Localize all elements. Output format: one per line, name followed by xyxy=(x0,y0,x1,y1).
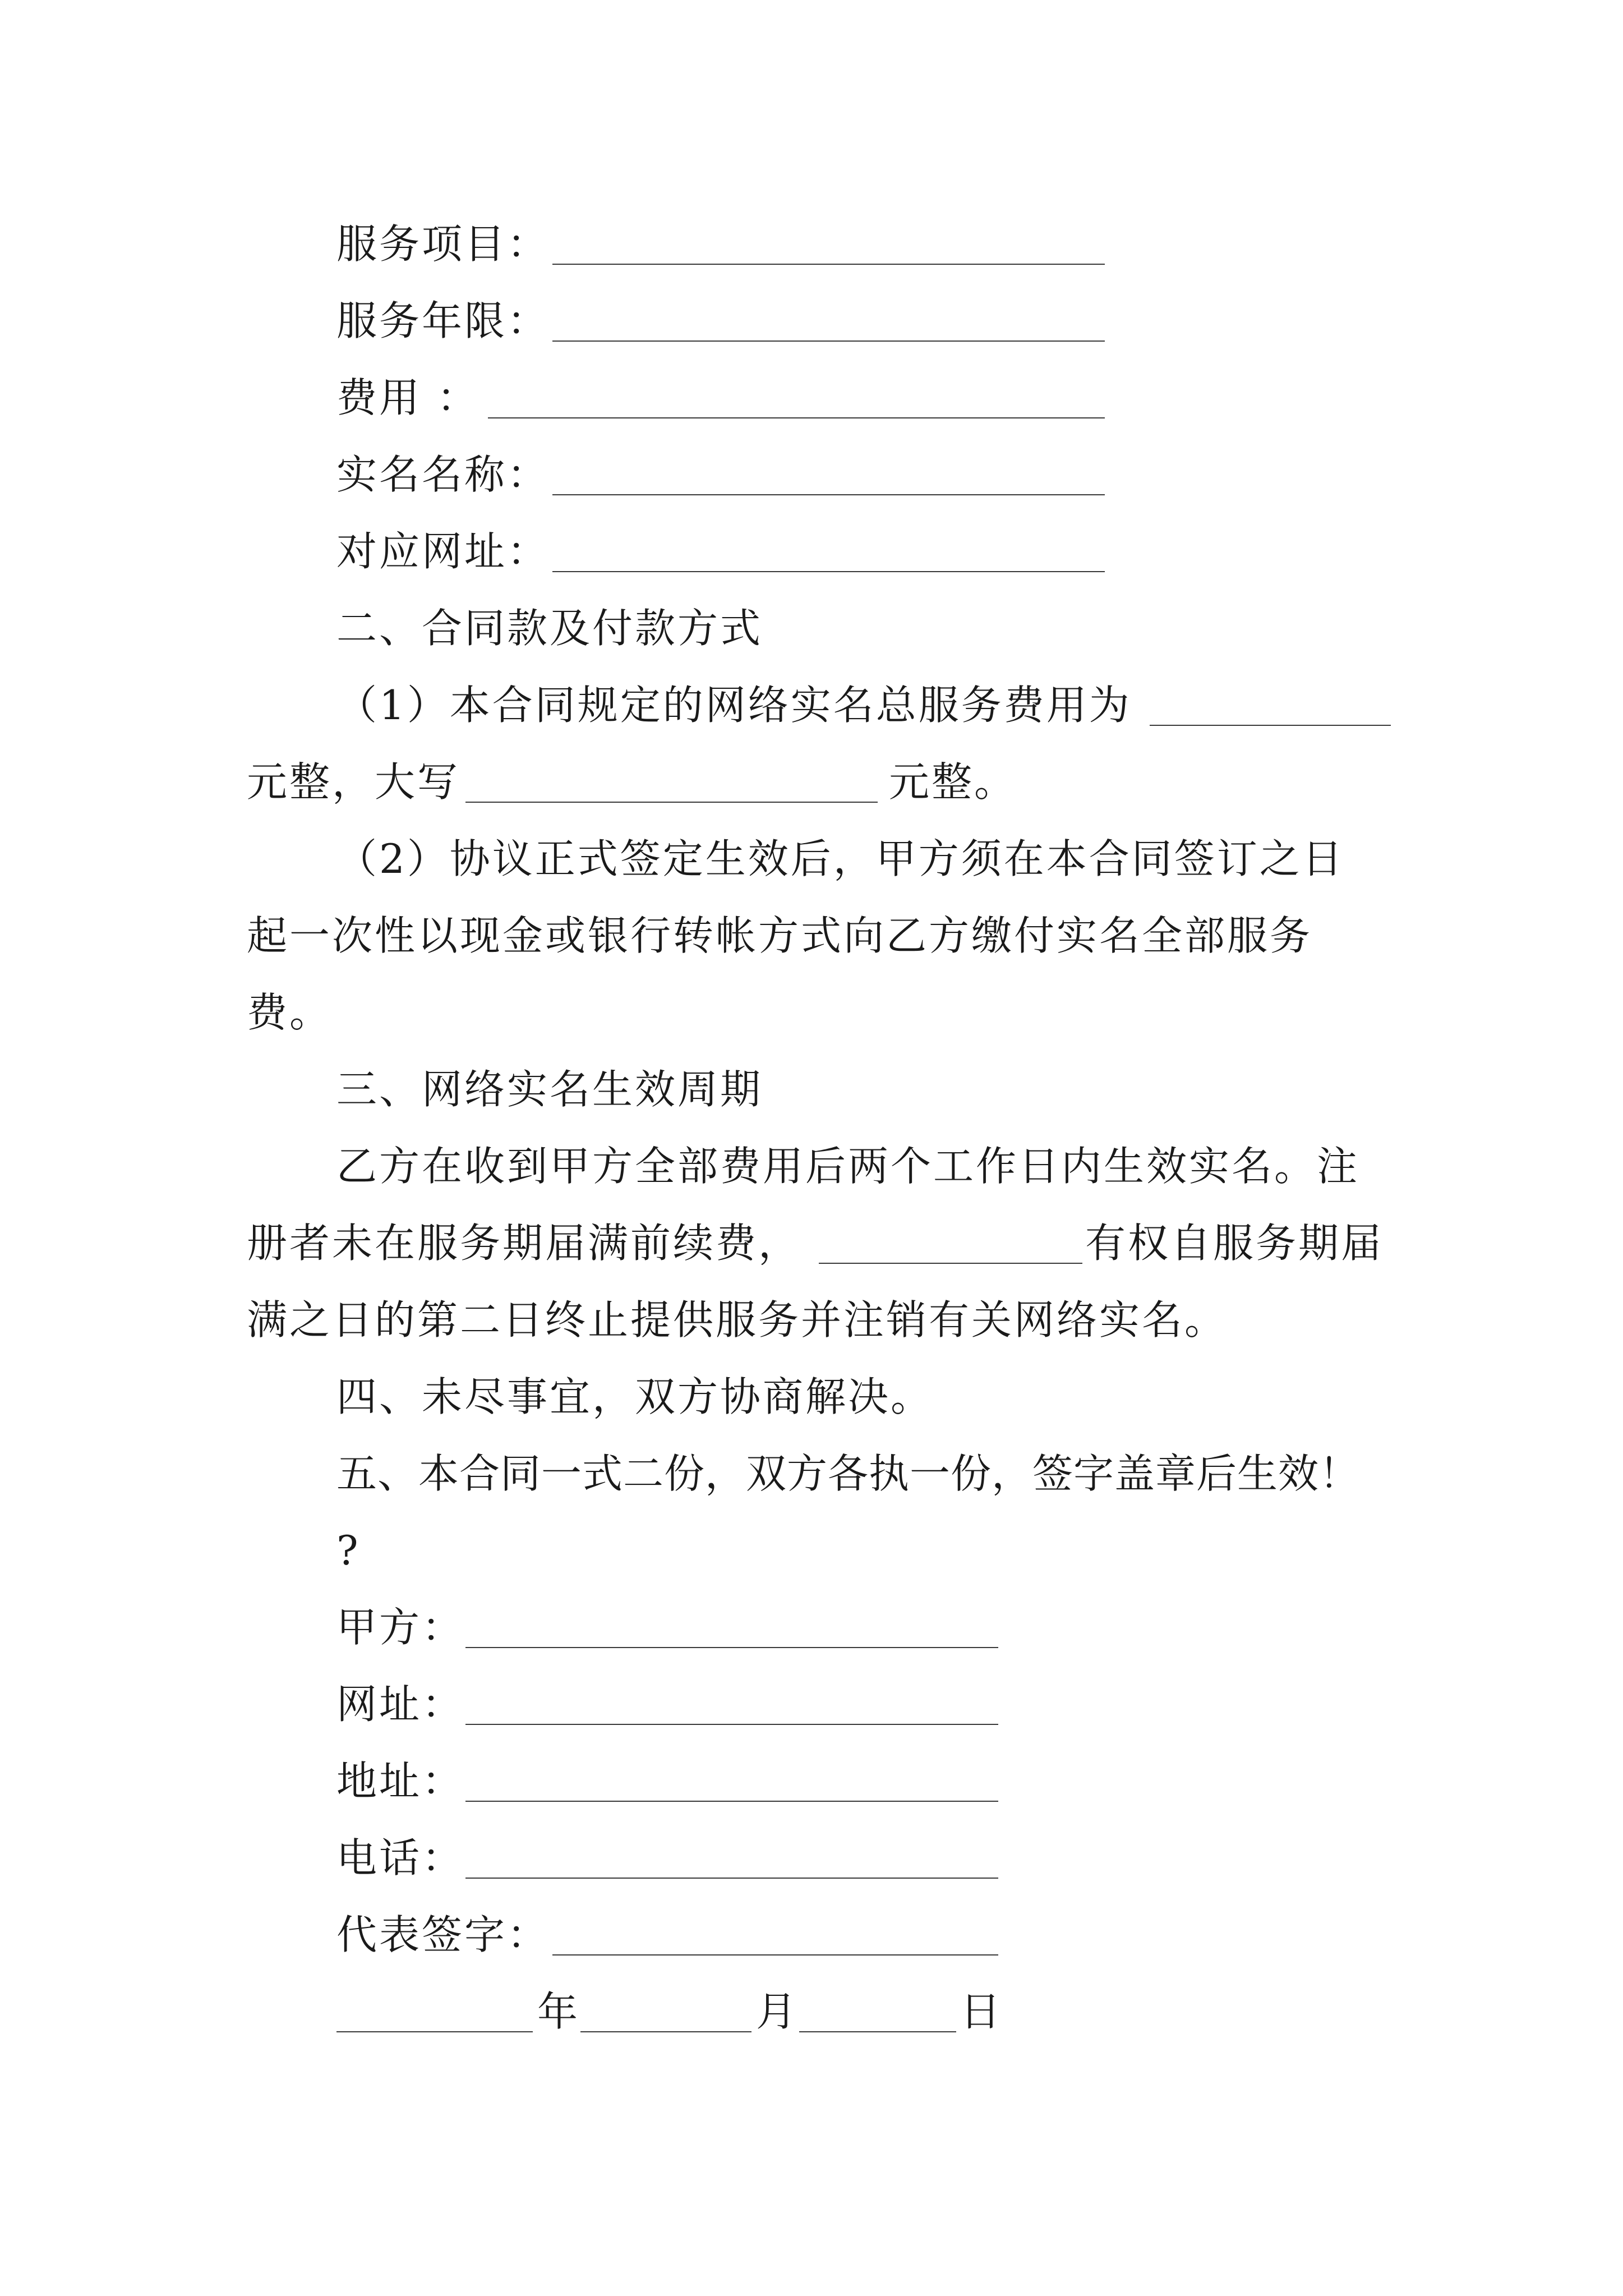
real-name-blank xyxy=(552,494,1105,495)
service-years-label: 服务年限： xyxy=(336,297,550,344)
party-a-signature-label: 代表签字： xyxy=(336,1911,550,1958)
section2-p2-line3: 费。 xyxy=(247,989,333,1036)
section3-line2-a: 册者未在服务期届满前续费， xyxy=(247,1220,801,1267)
fee-upper-blank xyxy=(465,802,878,803)
party-a-signature-blank xyxy=(552,1954,998,1955)
party-a-address-blank xyxy=(465,1801,998,1802)
date-year-blank xyxy=(336,2031,533,2032)
party-a-website-label: 网址： xyxy=(336,1681,465,1728)
website-label: 对应网址： xyxy=(336,528,550,575)
stray-question-mark: ? xyxy=(336,1527,361,1574)
party-a-blank xyxy=(465,1647,998,1648)
date-year-label: 年 xyxy=(537,1988,580,2035)
section2-p1-end: 元整。 xyxy=(889,758,1017,806)
section2-p2-line2: 起一次性以现金或银行转帐方式向乙方缴付实名全部服务 xyxy=(247,912,1313,959)
party-a-address-label: 地址： xyxy=(336,1757,465,1805)
date-day-label: 日 xyxy=(960,1988,1003,2035)
party-a-label: 甲方： xyxy=(336,1604,465,1651)
fee-blank xyxy=(488,417,1105,418)
fee-total-blank xyxy=(1150,725,1391,726)
section2-p1-upper-label: 元整，大写 xyxy=(247,758,460,806)
party-a-phone-blank xyxy=(465,1878,998,1879)
real-name-label: 实名名称： xyxy=(336,451,550,498)
website-blank xyxy=(552,571,1105,572)
section3-line3: 满之日的第二日终止提供服务并注销有关网络实名。 xyxy=(247,1296,1228,1343)
section4-text: 四、未尽事宜，双方协商解决。 xyxy=(336,1373,934,1420)
date-day-blank xyxy=(799,2031,956,2032)
section3-line2-b: 有权自服务期届 xyxy=(1085,1220,1384,1267)
party-a-phone-label: 电话： xyxy=(336,1834,465,1881)
fee-label: 费用 ： xyxy=(336,374,479,421)
date-month-label: 月 xyxy=(756,1988,799,2035)
service-item-blank xyxy=(552,264,1105,265)
provider-blank xyxy=(819,1263,1082,1264)
section2-p2-line1: （2）协议正式签定生效后，甲方须在本合同签订之日 xyxy=(336,835,1345,882)
section3-heading: 三、网络实名生效周期 xyxy=(336,1066,763,1113)
section2-heading: 二、合同款及付款方式 xyxy=(336,605,763,652)
section3-line1: 乙方在收到甲方全部费用后两个工作日内生效实名。注 xyxy=(336,1143,1360,1190)
date-month-blank xyxy=(580,2031,751,2032)
service-years-blank xyxy=(552,341,1105,342)
party-a-website-blank xyxy=(465,1724,998,1725)
service-item-label: 服务项目： xyxy=(336,220,550,268)
section5-text: 五、本合同一式二份，双方各执一份，签字盖章后生效！ xyxy=(336,1450,1361,1497)
section2-p1-text: （1）本合同规定的网络实名总服务费用为 xyxy=(336,682,1132,729)
